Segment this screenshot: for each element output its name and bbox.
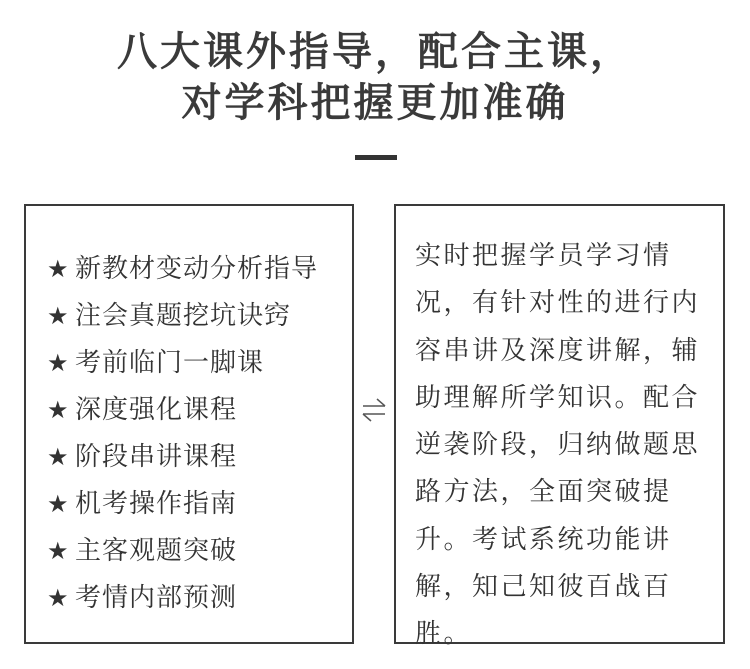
guide-item-label: 深度强化课程 [75, 395, 238, 425]
guide-item-label: 考前临门一脚课 [75, 348, 265, 378]
star-icon: ★ [47, 584, 70, 612]
guide-item-3 [47, 340, 318, 387]
page-title-line-1: 八大课外指导，配合主课， [117, 29, 633, 75]
star-icon: ★ [47, 349, 70, 377]
star-icon: ★ [47, 302, 70, 330]
guide-item-8 [47, 575, 318, 622]
description-text: 实时把握学员学习情况，有针对性的进行内容串讲及深度讲解，辅助理解所学知识。配合逆袭阶段，归纳做题思路方法，全面突破提升。考试系统功能讲解，知己知彼百战百胜。 [415, 241, 701, 650]
guide-item-label: 注会真题挖坑诀窍 [75, 301, 292, 331]
guide-item-1 [47, 246, 318, 293]
guide-item-5 [47, 434, 318, 481]
exchange-arrows-icon [360, 396, 388, 424]
star-icon: ★ [47, 537, 70, 565]
guide-item-label: 考情内部预测 [75, 583, 238, 613]
guide-item-7 [47, 528, 318, 575]
guide-item-4 [47, 387, 318, 434]
description-box [394, 204, 725, 650]
guide-item-2 [47, 293, 318, 340]
star-icon: ★ [47, 443, 70, 471]
title-underline [355, 155, 397, 160]
guide-item-label: 机考操作指南 [75, 489, 238, 519]
star-icon: ★ [47, 255, 70, 283]
guide-item-label: 主客观题突破 [75, 536, 238, 566]
page-title-line-2: 对学科把握更加准确 [181, 80, 569, 126]
guide-item-label: 新教材变动分析指导 [75, 254, 319, 284]
guide-item-6 [47, 481, 318, 528]
guide-list-box [24, 204, 354, 644]
star-icon: ★ [47, 490, 70, 518]
guide-item-label: 阶段串讲课程 [75, 442, 238, 472]
star-icon: ★ [47, 396, 70, 424]
guide-list [47, 246, 318, 622]
